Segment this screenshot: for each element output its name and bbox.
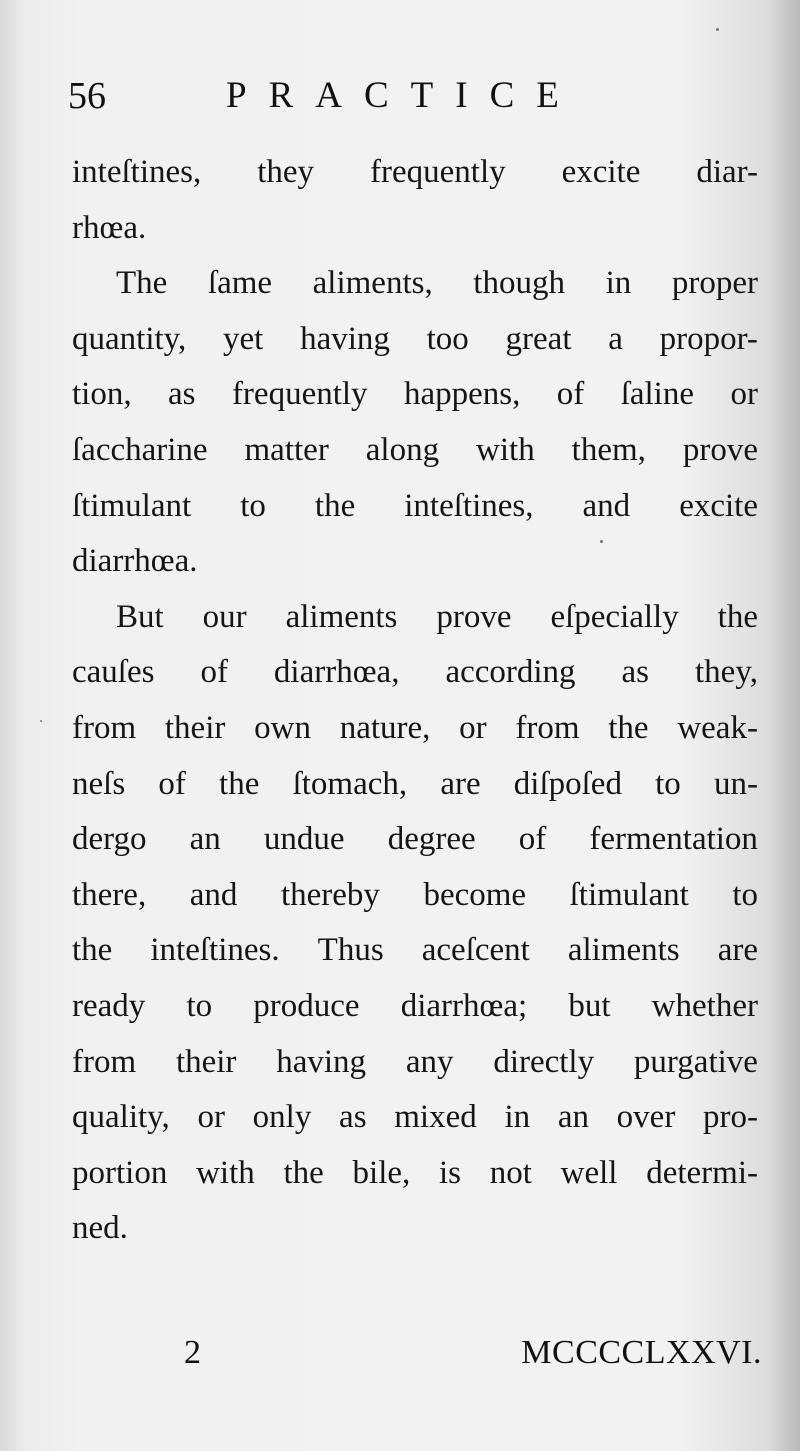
word: quantity, <box>72 320 187 357</box>
word: or <box>730 376 758 413</box>
word: of <box>556 376 585 413</box>
word: excite <box>679 487 758 524</box>
word: yet <box>223 320 264 357</box>
word: are <box>717 932 758 969</box>
word: un- <box>714 765 758 802</box>
word: an <box>189 821 221 858</box>
word: with <box>476 431 535 468</box>
word: whether <box>651 987 758 1024</box>
word: thereby <box>280 876 380 913</box>
word: the <box>72 932 113 969</box>
word: mixed <box>394 1099 477 1136</box>
word: over <box>616 1099 676 1136</box>
word: But <box>116 598 164 635</box>
word: portion <box>72 1154 168 1191</box>
word: of <box>200 654 228 691</box>
word: own <box>254 709 311 746</box>
word: great <box>505 320 572 357</box>
word: prove <box>436 598 512 635</box>
word: Thus <box>317 932 384 969</box>
word: and <box>189 876 238 913</box>
word: they, <box>695 654 758 691</box>
word: cauſes <box>72 654 155 691</box>
word: are <box>440 765 481 802</box>
word: undue <box>263 821 345 858</box>
word: to <box>732 876 758 913</box>
word: to <box>186 987 213 1024</box>
word: frequently <box>370 154 506 190</box>
text-line <box>72 1146 758 1202</box>
word: diarrhœa; <box>400 987 528 1024</box>
word: of <box>518 821 547 858</box>
word: diar- <box>696 154 758 190</box>
word: aliments <box>285 598 398 635</box>
word: with <box>196 1154 255 1191</box>
word: ned. <box>72 1210 128 1247</box>
word: to <box>240 487 266 524</box>
ink-speck <box>40 720 42 722</box>
word: determi- <box>646 1154 758 1191</box>
word: from <box>515 709 580 746</box>
word: not <box>489 1154 532 1191</box>
word: a <box>608 320 623 357</box>
word: is <box>439 1154 462 1191</box>
word: neſs <box>72 765 126 802</box>
word: diarrhœa, <box>273 654 400 691</box>
text-line <box>72 1090 758 1146</box>
word: directly <box>493 1043 595 1080</box>
word: produce <box>253 987 360 1024</box>
word: fermentation <box>589 821 758 858</box>
text-line <box>72 645 758 701</box>
word: aceſcent <box>421 932 530 969</box>
word: nature, <box>339 709 431 746</box>
word: ſtimulant <box>72 487 192 524</box>
word: as <box>621 654 650 691</box>
word: happens, <box>403 376 521 413</box>
word: inteſtines, <box>72 154 202 190</box>
word: quality, <box>72 1099 170 1136</box>
word: the <box>717 598 758 635</box>
word: diarrhœa. <box>72 543 198 580</box>
word: too <box>426 320 469 357</box>
word: or <box>197 1099 225 1136</box>
word: an <box>557 1099 589 1136</box>
word: eſpecially <box>550 598 679 635</box>
word: from <box>72 1043 137 1080</box>
running-head: PRACTICE <box>226 75 581 116</box>
word: frequently <box>231 376 368 413</box>
page-footer <box>72 1328 762 1378</box>
text-line <box>72 757 758 813</box>
word: their <box>164 709 226 746</box>
word: aliments <box>567 932 680 969</box>
word: the <box>314 487 356 524</box>
word: weak- <box>677 709 758 746</box>
text-line <box>72 479 758 535</box>
word: tion, <box>72 376 132 413</box>
word: to <box>655 765 681 802</box>
word: any <box>405 1043 454 1080</box>
word: ſtimulant <box>569 876 689 913</box>
word: ready <box>72 987 146 1024</box>
word: proper <box>671 265 758 302</box>
text-line <box>72 812 758 868</box>
signature-mark: 2 <box>184 1334 201 1371</box>
word: inteſtines. <box>150 932 280 969</box>
word: our <box>202 598 247 635</box>
text-line <box>72 534 758 590</box>
word: become <box>423 876 527 913</box>
text-line <box>72 145 758 201</box>
word: only <box>252 1099 312 1136</box>
word: as <box>339 1099 367 1136</box>
word: propor- <box>659 320 758 357</box>
word: diſpoſed <box>513 765 622 802</box>
word: the <box>608 709 649 746</box>
text-line <box>72 923 758 979</box>
word: ſaccharine <box>72 431 208 468</box>
word: their <box>175 1043 237 1080</box>
word: matter <box>244 431 329 468</box>
text-line <box>72 201 758 257</box>
word: ſame <box>207 265 273 302</box>
text-line <box>72 1035 758 1091</box>
word: ſaline <box>620 376 695 413</box>
word: excite <box>561 154 641 190</box>
word: there, <box>72 876 147 913</box>
word: purgative <box>633 1043 758 1080</box>
text-line <box>72 590 758 646</box>
page-number: 56 <box>68 75 106 117</box>
text-line <box>72 701 758 757</box>
text-line <box>72 367 758 423</box>
word: in <box>605 265 632 302</box>
word: from <box>72 709 137 746</box>
text-line <box>72 868 758 924</box>
word: inteſtines, <box>404 487 534 524</box>
text-line <box>72 1201 758 1257</box>
word: of <box>158 765 186 802</box>
word: The <box>116 265 168 302</box>
word: prove <box>682 431 758 468</box>
word: in <box>504 1099 531 1136</box>
word: the <box>219 765 260 802</box>
word: ſtomach, <box>292 765 408 802</box>
word: having <box>276 1043 367 1080</box>
text-line <box>72 979 758 1035</box>
word: degree <box>387 821 476 858</box>
word: according <box>445 654 576 691</box>
word: them, <box>571 431 646 468</box>
page-header <box>68 72 768 120</box>
word: rhœa. <box>72 209 147 246</box>
word: bile, <box>352 1154 411 1191</box>
word: but <box>568 987 611 1024</box>
word: and <box>582 487 631 524</box>
word: or <box>459 709 487 746</box>
text-line <box>72 312 758 368</box>
word: as <box>168 376 196 413</box>
word: having <box>300 320 390 357</box>
text-line <box>72 256 758 312</box>
text-line <box>72 423 758 479</box>
ink-speck <box>716 28 719 31</box>
body-text <box>72 145 762 1257</box>
word: aliments, <box>312 265 433 302</box>
ink-speck <box>600 540 603 543</box>
word: dergo <box>72 821 147 858</box>
word: they <box>257 154 315 190</box>
word: pro- <box>703 1099 758 1136</box>
word: the <box>283 1154 324 1191</box>
word: well <box>560 1154 618 1191</box>
word: along <box>365 431 440 468</box>
word: though <box>473 265 565 302</box>
catchword: MCCCCLXXVI. <box>521 1334 762 1371</box>
